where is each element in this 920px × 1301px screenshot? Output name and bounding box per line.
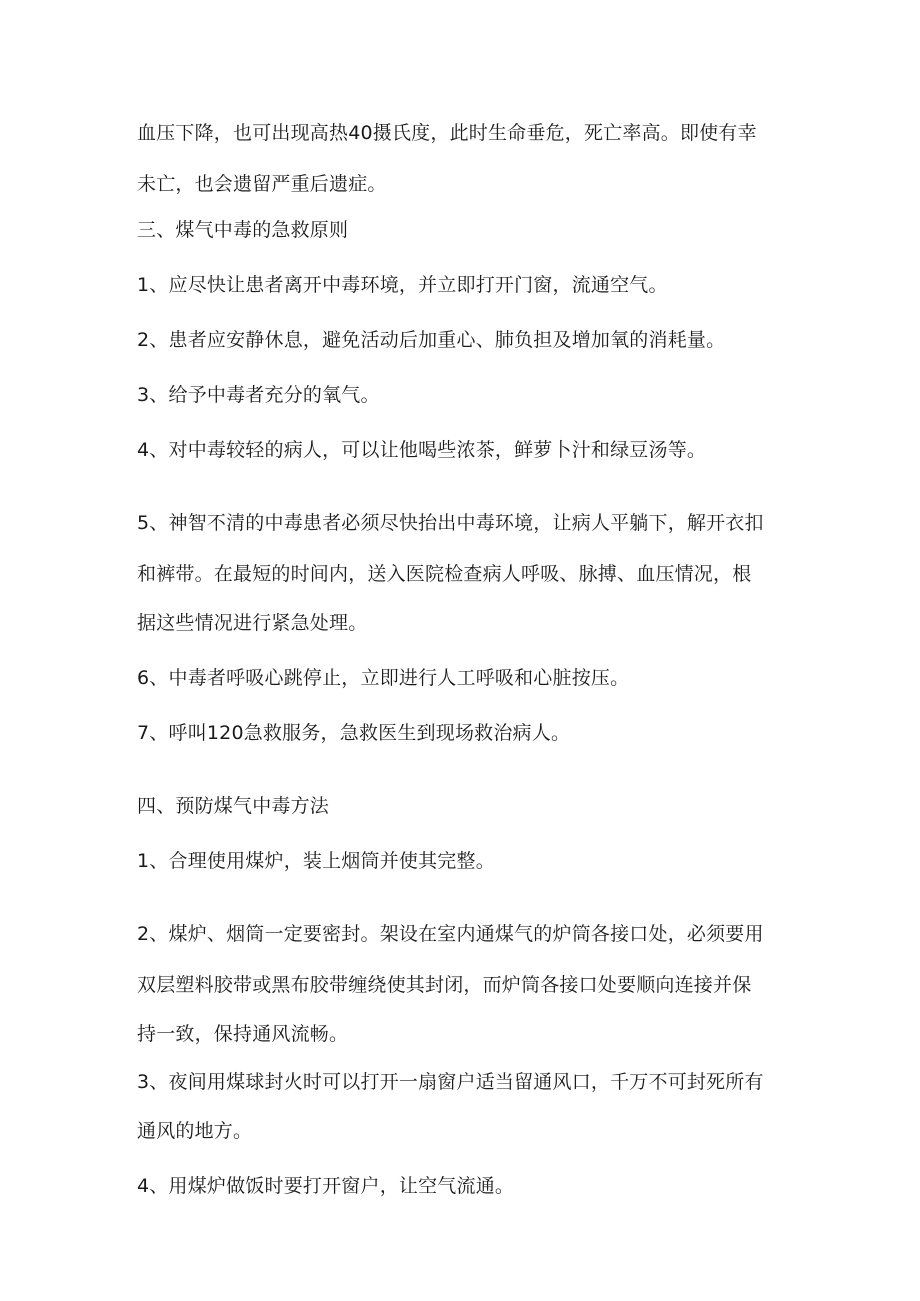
list-item: 1、合理使用煤炉，装上烟筒并使其完整。: [137, 850, 495, 872]
list-item: 4、对中毒较轻的病人，可以让他喝些浓茶，鲜萝卜汁和绿豆汤等。: [137, 439, 707, 461]
text-line: 持一致，保持通风流畅。: [137, 1023, 349, 1045]
list-item: 6、中毒者呼吸心跳停止，立即进行人工呼吸和心脏按压。: [137, 667, 630, 689]
text-line: 血压下降，也可出现高热40摄氏度，此时生命垂危，死亡率高。即使有幸: [137, 122, 757, 144]
list-item: 7、呼叫120急救服务，急救医生到现场救治病人。: [137, 722, 571, 744]
text-line: 通风的地方。: [137, 1120, 253, 1142]
list-item: 5、神智不清的中毒患者必须尽快抬出中毒环境，让病人平躺下，解开衣扣: [137, 512, 764, 534]
list-item: 2、患者应安静休息，避免活动后加重心、肺负担及增加氧的消耗量。: [137, 329, 726, 351]
list-item: 3、夜间用煤球封火时可以打开一扇窗户适当留通风口，千万不可封死所有: [137, 1071, 764, 1093]
section-heading: 三、煤气中毒的急救原则: [137, 219, 349, 241]
text-line: 双层塑料胶带或黑布胶带缠绕使其封闭，而炉筒各接口处要顺向连接并保: [137, 974, 752, 996]
list-item: 2、煤炉、烟筒一定要密封。架设在室内通煤气的炉筒各接口处，必须要用: [137, 923, 764, 945]
text-line: 未亡，也会遗留严重后遗症。: [137, 173, 387, 195]
list-item: 4、用煤炉做饭时要打开窗户，让空气流通。: [137, 1175, 515, 1197]
text-line: 据这些情况进行紧急处理。: [137, 612, 368, 634]
text-line: 和裤带。在最短的时间内，送入医院检查病人呼吸、脉搏、血压情况，根: [137, 563, 752, 585]
list-item: 1、应尽快让患者离开中毒环境，并立即打开门窗，流通空气。: [137, 274, 668, 296]
list-item: 3、给予中毒者充分的氧气。: [137, 384, 380, 406]
section-heading: 四、预防煤气中毒方法: [137, 795, 330, 817]
